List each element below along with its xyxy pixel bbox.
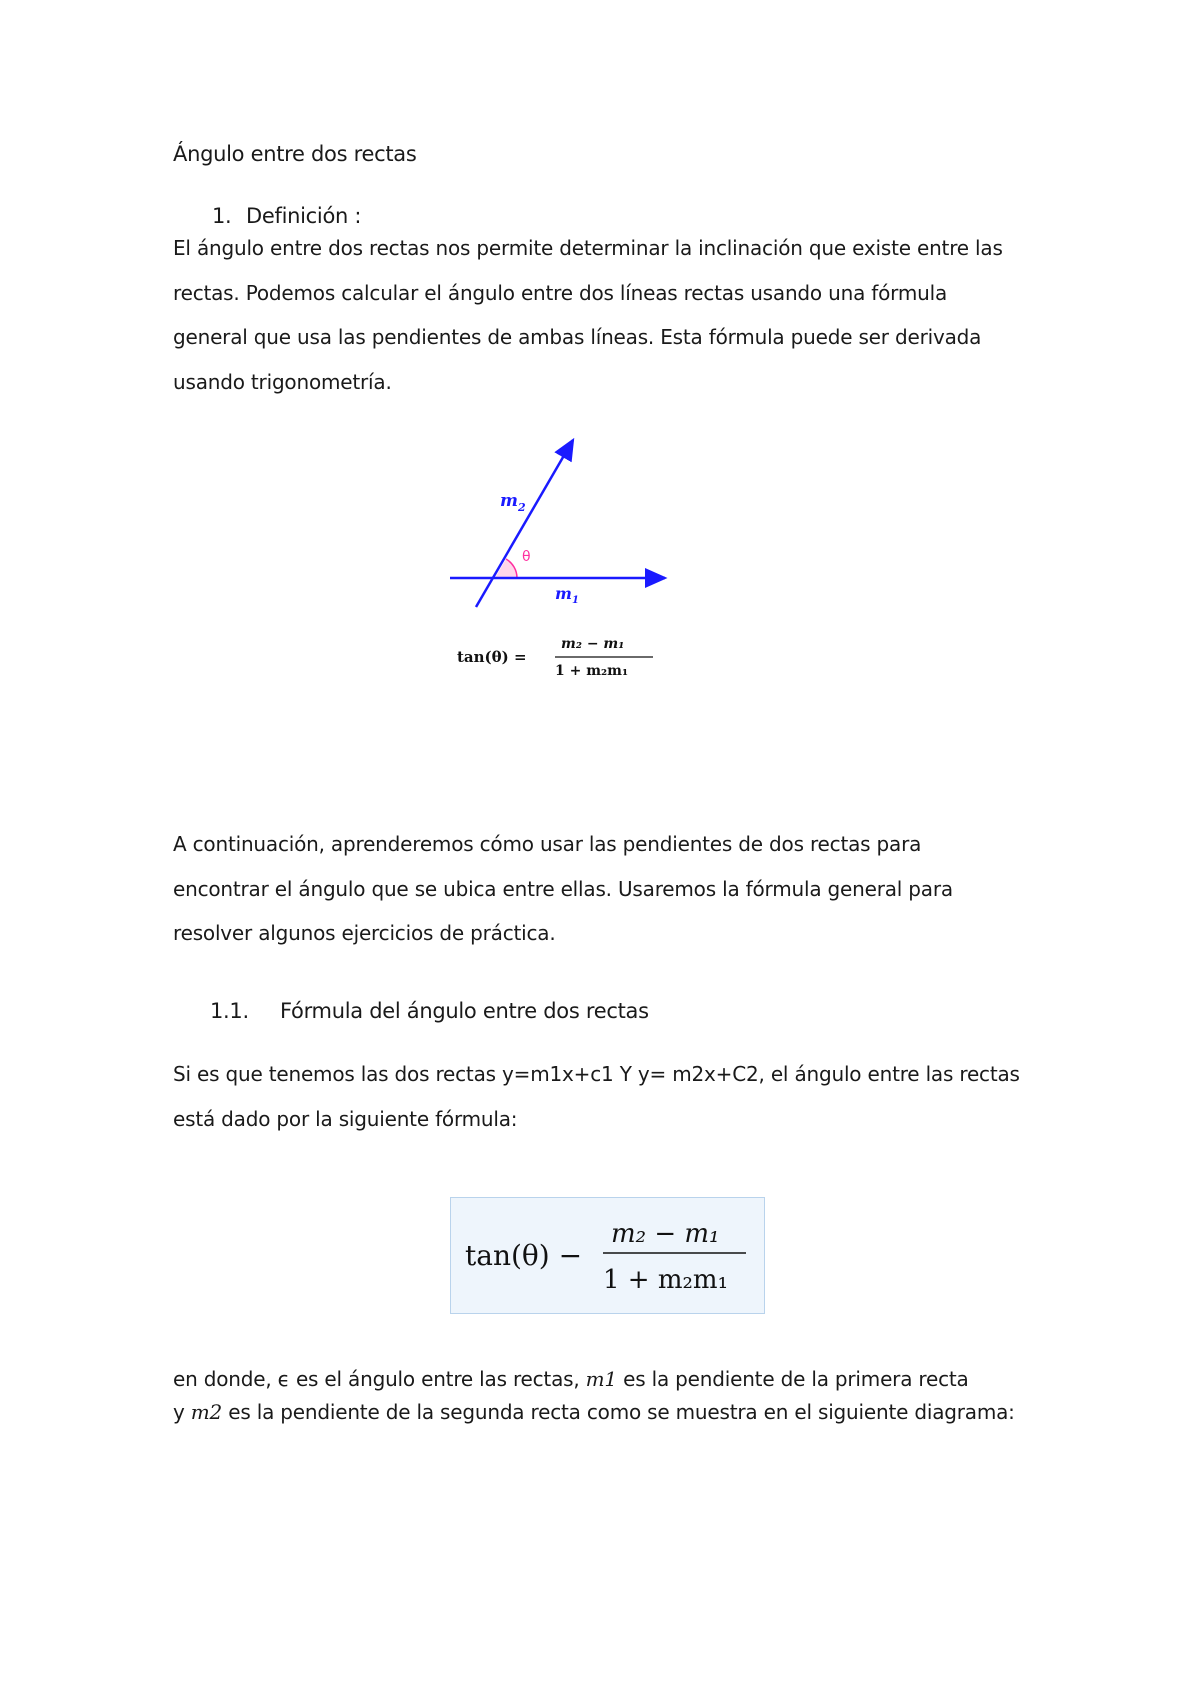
paragraph-line: está dado por la siguiente fórmula: (173, 1106, 518, 1131)
explanation-paragraph (173, 1363, 1053, 1429)
paragraph-line: El ángulo entre dos rectas nos permite determinar la inclinación que existe entre las (173, 236, 1003, 260)
section-heading-text: Fórmula del ángulo entre dos rectas (280, 999, 649, 1023)
paragraph-line (173, 1396, 1053, 1429)
paragraph-line: general que usa las pendientes de ambas líneas. Esta fórmula puede ser derivada (173, 325, 982, 349)
section-heading-formula (210, 999, 649, 1023)
svg-text:1 + m₂m₁: 1 + m₂m₁ (555, 663, 629, 679)
paragraph-line: A continuación, aprenderemos cómo usar las pendientes de dos rectas para (173, 832, 922, 856)
intro-paragraph (173, 822, 1053, 956)
line-m2 (476, 440, 573, 607)
text-span: en donde, (173, 1367, 278, 1391)
definition-paragraph (173, 226, 1053, 404)
theta-symbol: ϵ (277, 1367, 290, 1391)
text-span: es la pendiente de la segunda recta como se muestra en el siguiente diagrama: (222, 1400, 1015, 1424)
formula-tan-box (450, 1197, 765, 1314)
text-span: , el ángulo entre las rectas (758, 1062, 1020, 1086)
line-m1-label: $m_1$ (555, 584, 579, 606)
formula-tan-big (451, 1198, 766, 1315)
svg-text:m₂ − m₁: m₂ − m₁ (561, 636, 625, 652)
text-span: y (173, 1400, 191, 1424)
text-span: es el ángulo entre las rectas, (289, 1367, 586, 1391)
section-number: 1. (212, 204, 232, 228)
text-span: Si es que tenemos las dos rectas (173, 1062, 503, 1086)
paragraph-line: rectas. Podemos calcular el ángulo entre dos líneas rectas usando una fórmula (173, 280, 948, 305)
paragraph-line: usando trigonometría. (173, 369, 392, 394)
equation-line1: y=m1x+c1 (502, 1062, 614, 1086)
svg-text:m₂ − m₁: m₂ − m₁ (611, 1219, 720, 1249)
document-title: Ángulo entre dos rectas (173, 142, 417, 166)
paragraph-line: resolver algunos ejercicios de práctica. (173, 921, 556, 945)
section-heading-definicion (212, 204, 361, 228)
equation-line2: Y y= m2x+C2 (613, 1062, 759, 1086)
m2-symbol: m2 (190, 1400, 223, 1424)
paragraph-line: encontrar el ángulo que se ubica entre ellas. Usaremos la fórmula general para (173, 876, 953, 901)
section-heading-text: Definición : (246, 204, 362, 228)
paragraph-line (173, 1052, 1053, 1097)
section-number: 1.1. (210, 999, 249, 1023)
paragraph-line (173, 1363, 1053, 1396)
svg-text:1 + m₂m₁: 1 + m₂m₁ (603, 1265, 729, 1295)
line-m2-label: $m_2$ (500, 491, 526, 514)
svg-text:tan(θ) −: tan(θ) − (465, 1239, 583, 1272)
formula-intro-paragraph (173, 1052, 1053, 1141)
formula-tan-small (455, 632, 675, 682)
svg-text:tan(θ) =: tan(θ) = (457, 648, 527, 666)
angle-label: θ (522, 549, 531, 565)
text-span: es la pendiente de la primera recta (616, 1367, 969, 1391)
angle-diagram (440, 430, 680, 610)
m1-symbol: m1 (585, 1367, 617, 1391)
